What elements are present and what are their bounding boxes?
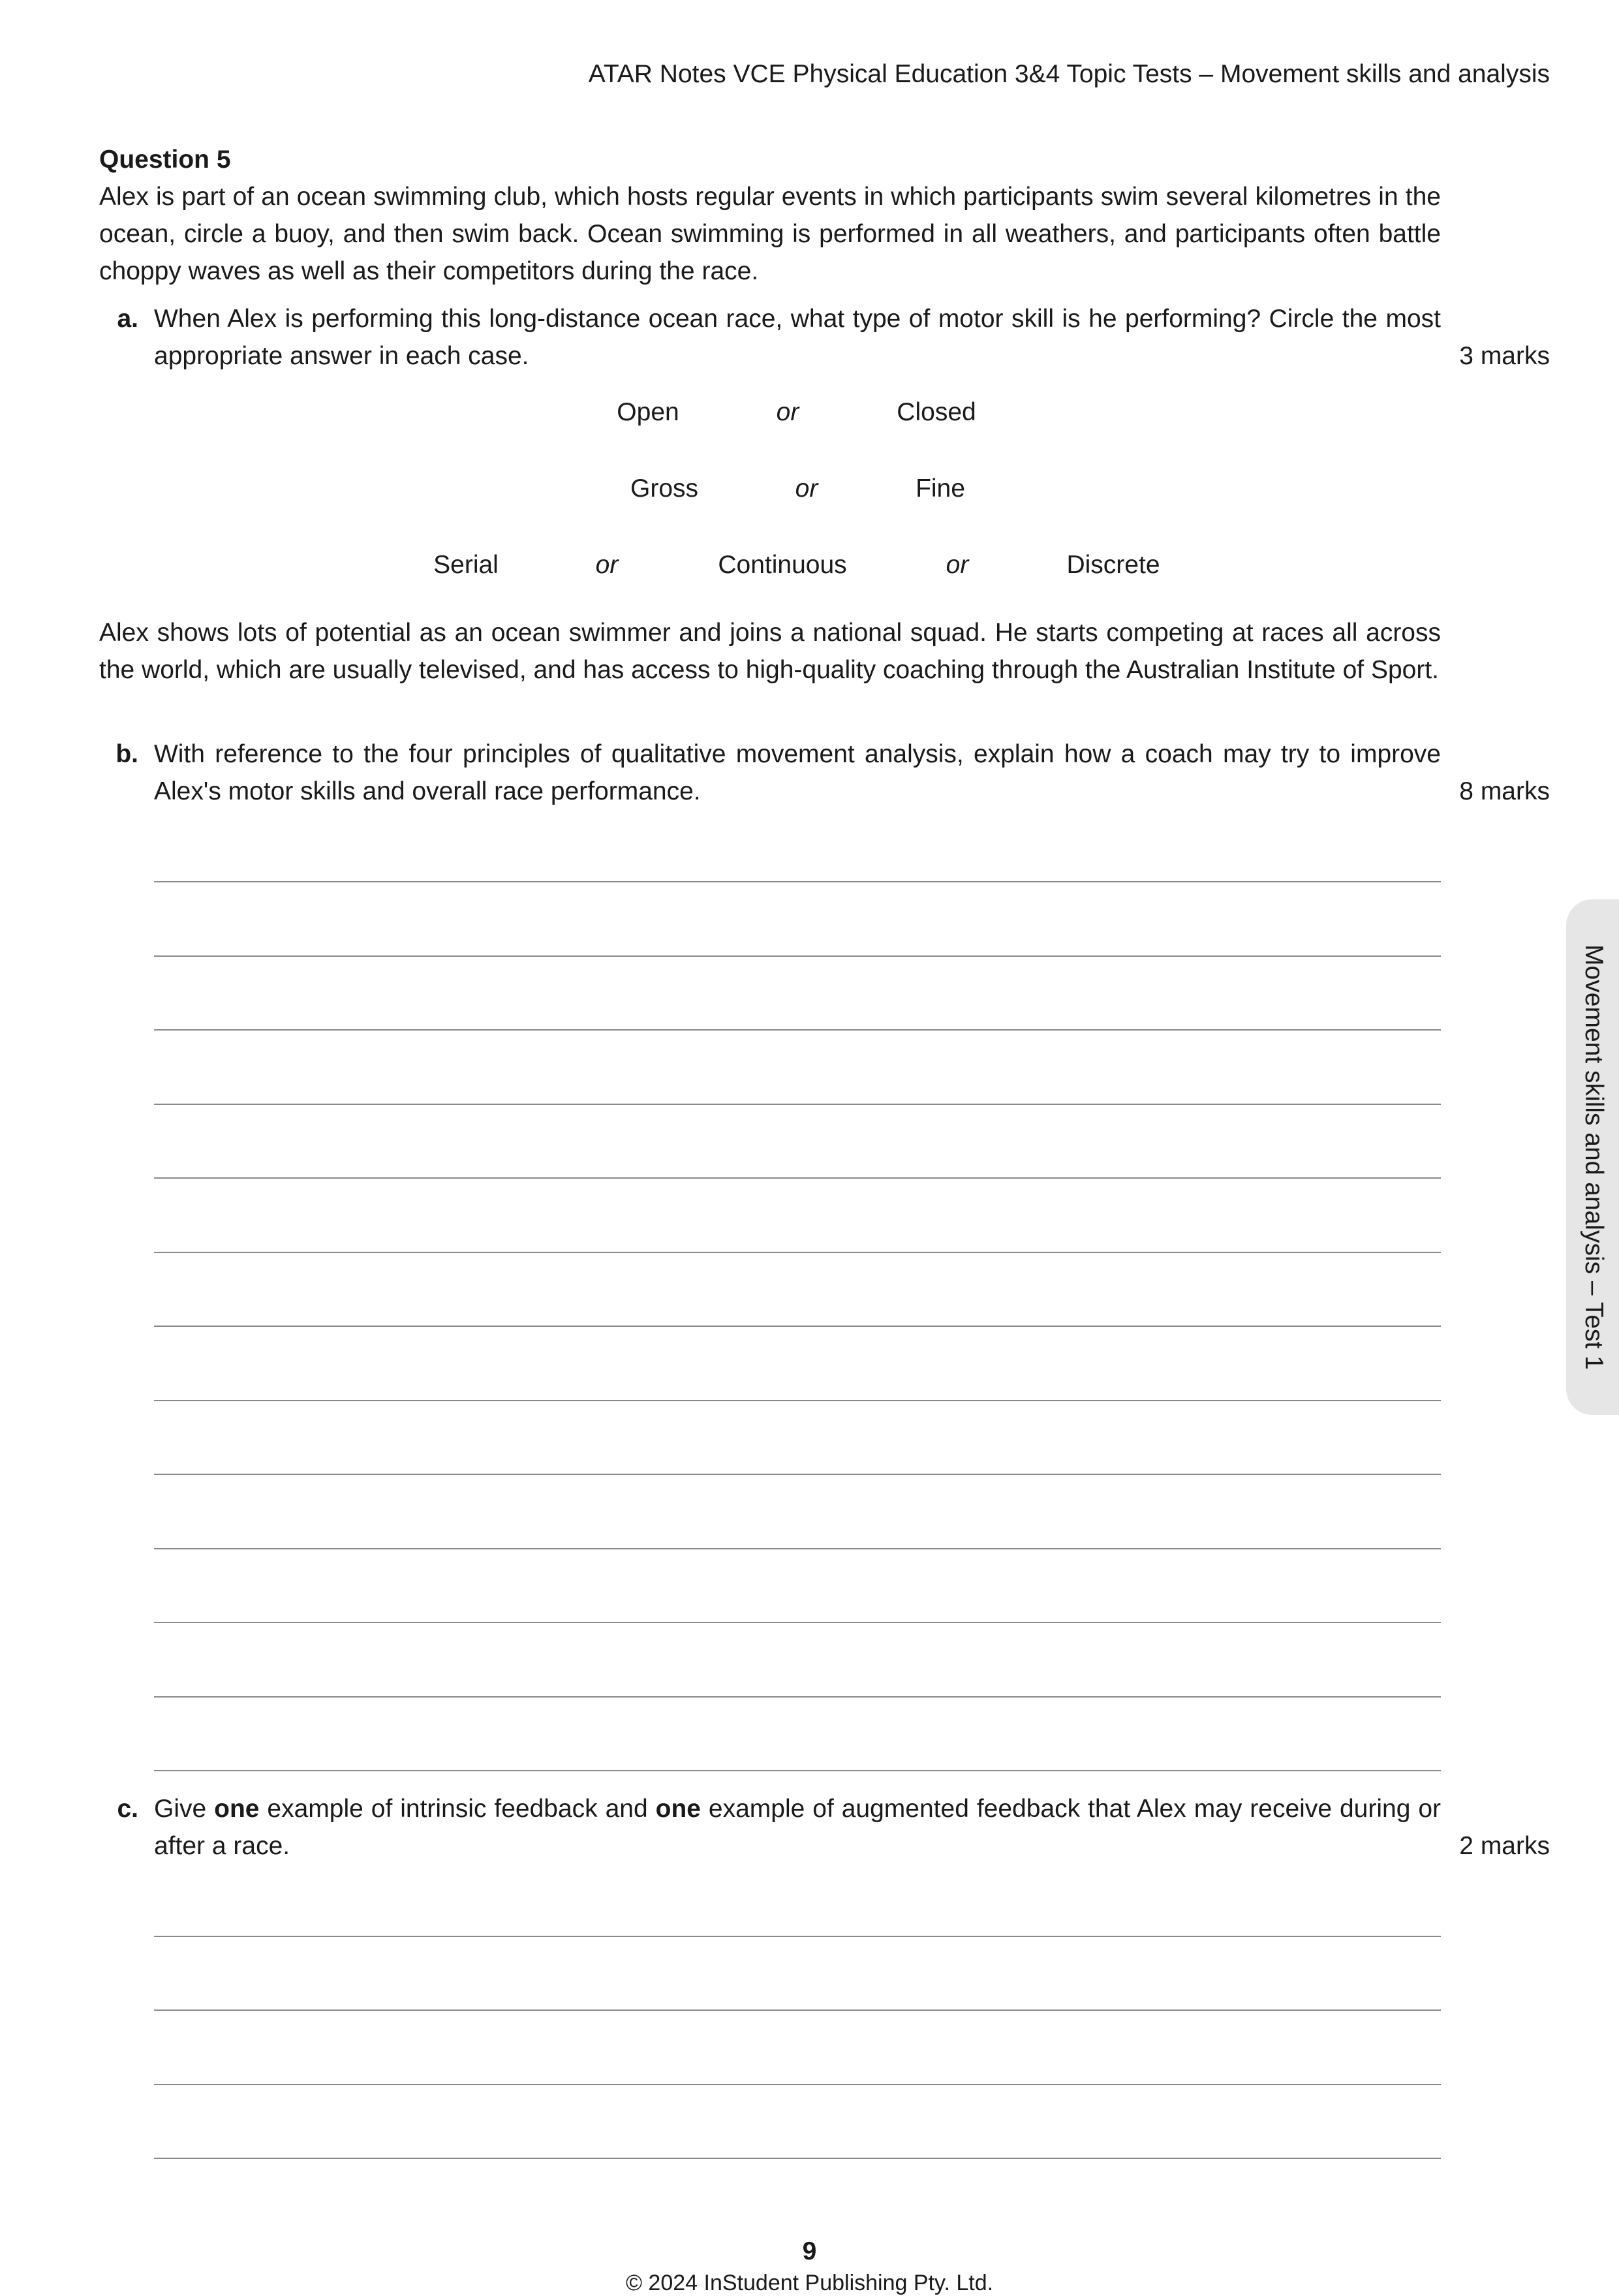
answer-line[interactable]	[154, 1696, 1441, 1698]
choice-open[interactable]: Open	[617, 398, 679, 426]
choice-separator: or	[795, 474, 818, 503]
part-b-letter: b.	[116, 740, 138, 768]
copyright-notice: © 2024 InStudent Publishing Pty. Ltd.	[625, 2271, 994, 2295]
choice-serial[interactable]: Serial	[433, 551, 499, 579]
answer-line[interactable]	[154, 2009, 1441, 2011]
choice-separator: or	[595, 551, 619, 579]
answer-line[interactable]	[154, 1548, 1441, 1549]
answer-line[interactable]	[154, 1770, 1441, 1771]
answer-line[interactable]	[154, 955, 1441, 957]
running-header: ATAR Notes VCE Physical Education 3&4 Topic Tests – Movement skills and analysis	[588, 60, 1550, 88]
part-c-marks: 2 marks	[1459, 1832, 1550, 1860]
choice-gross[interactable]: Gross	[630, 474, 699, 503]
answer-line[interactable]	[154, 881, 1441, 882]
choice-closed[interactable]: Closed	[897, 398, 976, 426]
part-c-text: Give one example of intrinsic feedback and one example of augmented feedback that Alex may receive during or after a race.	[154, 1795, 1441, 1860]
choice-fine[interactable]: Fine	[916, 474, 965, 503]
question-title: Question 5	[99, 146, 231, 174]
part-c-letter: c.	[117, 1795, 138, 1823]
scenario-paragraph: Alex shows lots of potential as an ocean swimmer and joins a national squad. He starts competing at races all across the world, which are usually televised, and has access to high-quality coaching through the Australian Institute of Sport.	[99, 619, 1441, 684]
side-tab-label: Movement skills and analysis – Test 1	[1580, 944, 1608, 1370]
choice-discrete[interactable]: Discrete	[1066, 551, 1160, 579]
part-a-letter: a.	[117, 305, 138, 333]
part-a-marks: 3 marks	[1459, 342, 1550, 370]
page-number: 9	[802, 2237, 817, 2265]
question-intro: Alex is part of an ocean swimming club, which hosts regular events in which participants swim several kilometres in the ocean, circle a buoy, and then swim back. Ocean swimming is performed in all weathers, and participants often battle choppy waves as well as their competitors during the race.	[99, 183, 1441, 285]
answer-line[interactable]	[154, 1936, 1441, 1937]
section-side-tab	[1566, 899, 1619, 1415]
choice-separator: or	[776, 398, 799, 426]
answer-line[interactable]	[154, 1029, 1441, 1031]
part-b-marks: 8 marks	[1459, 777, 1550, 805]
answer-line[interactable]	[154, 1474, 1441, 1475]
answer-line[interactable]	[154, 1252, 1441, 1253]
choice-continuous[interactable]: Continuous	[718, 551, 847, 579]
part-b-text: With reference to the four principles of qualitative movement analysis, explain how a coach may try to improve Alex's motor skills and overall race performance.	[154, 740, 1441, 805]
answer-line[interactable]	[154, 1104, 1441, 1105]
answer-line[interactable]	[154, 1622, 1441, 1623]
part-a-text: When Alex is performing this long-distance ocean race, what type of motor skill is he performing? Circle the most appropriate answer in each case.	[154, 305, 1441, 370]
answer-line[interactable]	[154, 1177, 1441, 1179]
answer-line[interactable]	[154, 2158, 1441, 2159]
choice-separator: or	[946, 551, 969, 579]
answer-line[interactable]	[154, 2084, 1441, 2085]
answer-line[interactable]	[154, 1400, 1441, 1401]
answer-line[interactable]	[154, 1326, 1441, 1327]
